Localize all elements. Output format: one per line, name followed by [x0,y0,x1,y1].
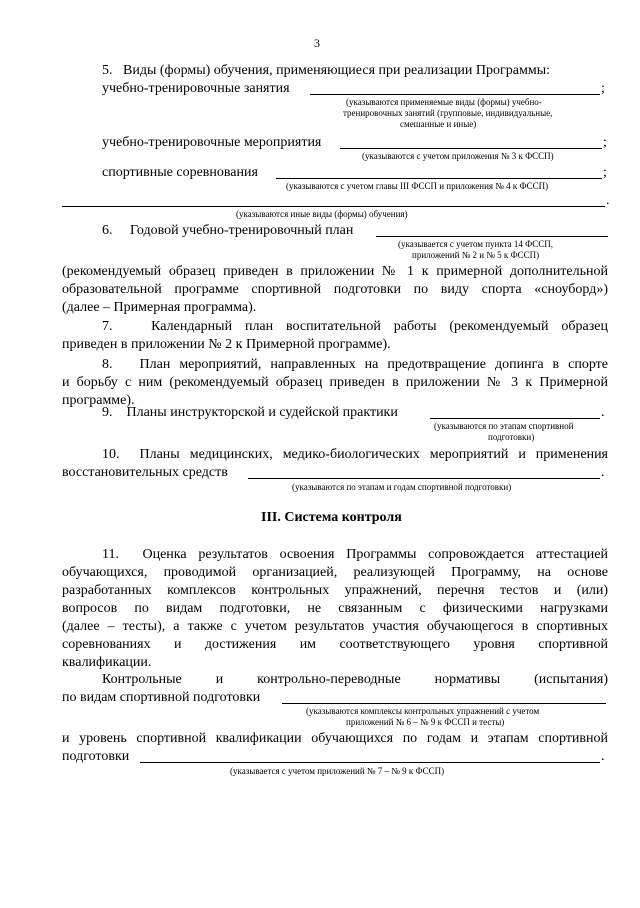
item7-line1: 7. Календарный план воспитательной работы (рекомендуемый образец [102,319,608,334]
item6-note2: приложений № 2 и № 5 к ФССП) [412,250,540,260]
item11-line1: 11. Оценка результатов освоения Программы сопровождается аттестацией [102,547,608,562]
item5-l1-note2: тренировочных занятий (групповые, индивидуальные, [343,108,553,118]
item11-norm-line1: Контрольные и контрольно-переводные нормативы (испытания) [102,672,608,687]
item5-l3-blank [276,178,602,179]
item11-line7: квалификации. [62,655,152,670]
item11-level-note: (указывается с учетом приложений № 7 – № 9 к ФССП) [230,766,445,776]
item9-note2: подготовки) [488,432,535,442]
item11-line2: обучающихся, проводимой организацией, реализующей Программу, на основе [62,565,608,580]
item8-line1: 8. План мероприятий, направленных на предотвращение допинга в спорте [102,357,608,372]
section-title: III. Система контроля [261,510,402,525]
item6-line2: образовательной программе спортивной подготовки по виду спорта «сноуборд») [62,282,608,297]
item11-level-label: подготовки [62,749,130,764]
item5-l2-blank [340,148,602,149]
item5-l3-note: (указываются с учетом главы III ФССП и приложения № 4 к ФССП) [286,181,549,191]
item6-line3: (далее – Примерная программа). [62,300,257,315]
item5-l1-blank [310,94,600,95]
item5-l1-label: учебно-тренировочные занятия [102,81,290,96]
item6-note1: (указывается с учетом пункта 14 ФССП, [398,239,554,249]
item10-blank [248,478,600,479]
item5-l2-note: (указываются с учетом приложения № 3 к ФССП) [362,151,554,161]
item9-end: . [601,405,605,420]
page-number: 3 [314,36,320,50]
item11-level-line1: и уровень спортивной квалификации обучающихся по годам и этапам спортивной [62,731,608,746]
item11-norm-note1: (указываются комплексы контрольных упражнений с учетом [306,706,540,716]
item11-level-end: . [601,749,605,764]
item7-line2: приведен в приложении № 2 к Примерной программе). [62,337,391,352]
item11-norm-blank [282,703,606,704]
item5-l1-note1: (указываются применяемые виды (формы) учебно- [346,97,542,107]
item10-line1: 10. Планы медицинских, медико-биологических мероприятий и применения [102,447,608,462]
item11-norm-label: по видам спортивной подготовки [62,690,261,705]
item5-l3-end: ; [603,165,607,180]
item9-blank [430,418,600,419]
item5-l1-end: ; [601,81,605,96]
item5-l4-end: . [606,193,610,208]
item10-end: . [601,465,605,480]
item8-line2: и борьбу с ним (рекомендуемый образец приведен в приложении № 3 к Примерной [62,375,608,390]
item5-l2-end: ; [603,135,607,150]
item5-l4-note: (указываются иные виды (формы) обучения) [236,209,408,219]
item9-label: 9. Планы инструкторской и судейской практики [102,405,398,420]
item11-level-blank [140,762,600,763]
item11-line6: соревнованиях и достижения им соответствующего уровня спортивной [62,637,608,652]
item6-line1: (рекомендуемый образец приведен в приложении № 1 к примерной дополнительной [62,264,608,279]
item6-blank [376,236,608,237]
item10-note: (указываются по этапам и годам спортивной подготовки) [292,482,512,492]
item6-label: 6. Годовой учебно-тренировочный план [102,223,354,238]
item5-l3-label: спортивные соревнования [102,165,258,180]
item5-l4-blank [62,206,605,207]
item5-l1-note3: смешанные и иные) [400,119,477,129]
item8-line3: программе). [62,393,135,408]
item10-label: восстановительных средств [62,465,228,480]
item5-l2-label: учебно-тренировочные мероприятия [102,135,322,150]
item9-note1: (указываются по этапам спортивной [434,421,574,431]
item11-line5: (далее – тесты), а также с учетом результатов участия обучающегося в спортивных [62,619,608,634]
item11-line4: вопросов по видам подготовки, не связанным с физическими нагрузками [62,601,608,616]
item11-line3: разработанных комплексов контрольных упражнений, перечня тестов и (или) [62,583,608,598]
item5-heading: 5. Виды (формы) обучения, применяющиеся при реализации Программы: [102,63,550,78]
item11-norm-note2: приложений № 6 – № 9 к ФССП и тесты) [346,717,505,727]
